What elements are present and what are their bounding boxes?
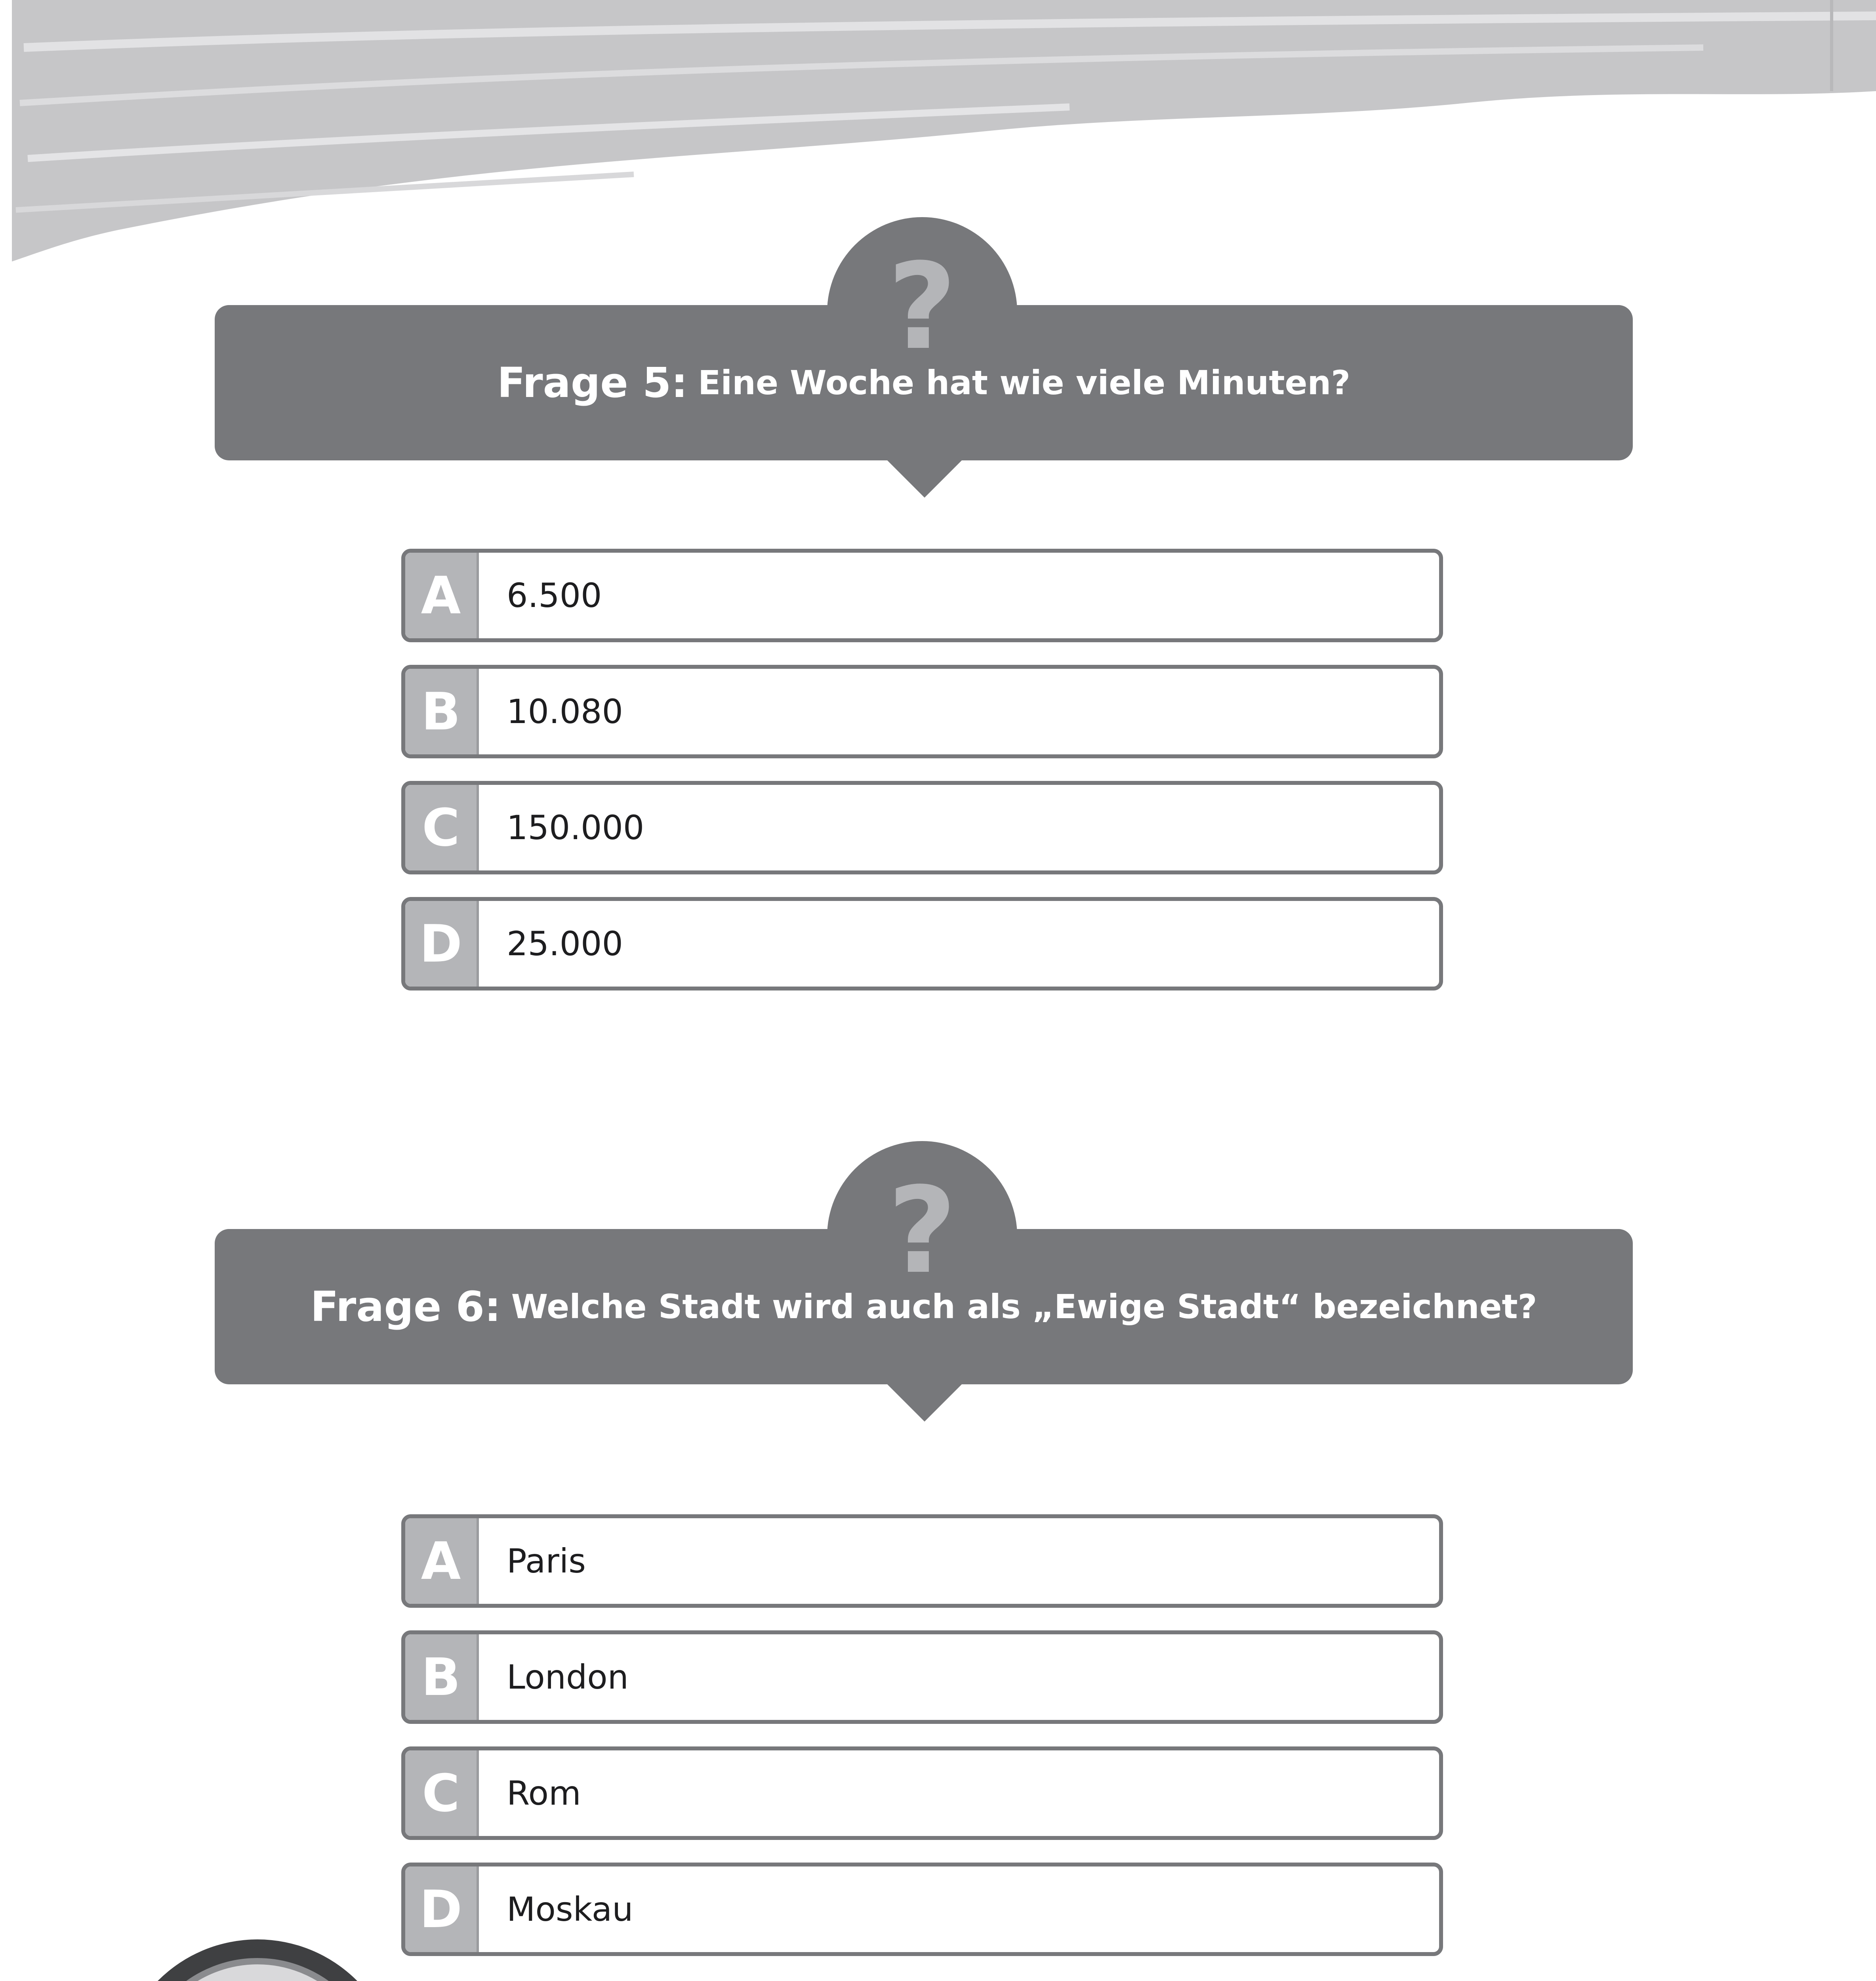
answer-letter: D [405, 901, 479, 987]
answer-option-d[interactable] [401, 897, 1443, 990]
answer-option-b[interactable] [401, 665, 1443, 758]
answer-option-c[interactable] [401, 1746, 1443, 1840]
answer-letter: B [405, 669, 479, 754]
question-text: Welche Stadt wird auch als „Ewige Stadt“ bezeichnet? [511, 1287, 1537, 1326]
answer-option-b[interactable] [401, 1630, 1443, 1724]
answer-text: Moskau [507, 1890, 633, 1929]
question-text: Eine Woche hat wie viele Minuten? [698, 363, 1351, 402]
answer-letter: A [405, 1518, 479, 1604]
answer-letter: A [405, 553, 479, 638]
answer-text: 25.000 [507, 924, 623, 963]
question-mark-icon: ? [887, 238, 957, 376]
question-label: Frage 6: [310, 1282, 501, 1331]
answer-text: 10.080 [507, 692, 623, 731]
banner-pointer [887, 1384, 963, 1422]
answer-option-a[interactable] [401, 549, 1443, 642]
answer-text: London [507, 1658, 629, 1697]
answer-letter: C [405, 785, 479, 870]
answer-letter: B [405, 1634, 479, 1720]
answer-text: Rom [507, 1774, 581, 1813]
answer-text: Paris [507, 1542, 586, 1580]
answer-letter: D [405, 1866, 479, 1952]
answer-option-a[interactable] [401, 1514, 1443, 1608]
magnifying-glass-face-icon [0, 1933, 404, 1981]
answer-option-c[interactable] [401, 781, 1443, 874]
banner-pointer [887, 460, 963, 498]
right-edge-line-top [1830, 0, 1833, 91]
question-mark-icon: ? [887, 1162, 957, 1300]
answer-letter: C [405, 1750, 479, 1836]
question-label: Frage 5: [497, 359, 688, 407]
answer-text: 150.000 [507, 808, 644, 847]
answer-option-d[interactable] [401, 1863, 1443, 1956]
answer-text: 6.500 [507, 576, 602, 615]
